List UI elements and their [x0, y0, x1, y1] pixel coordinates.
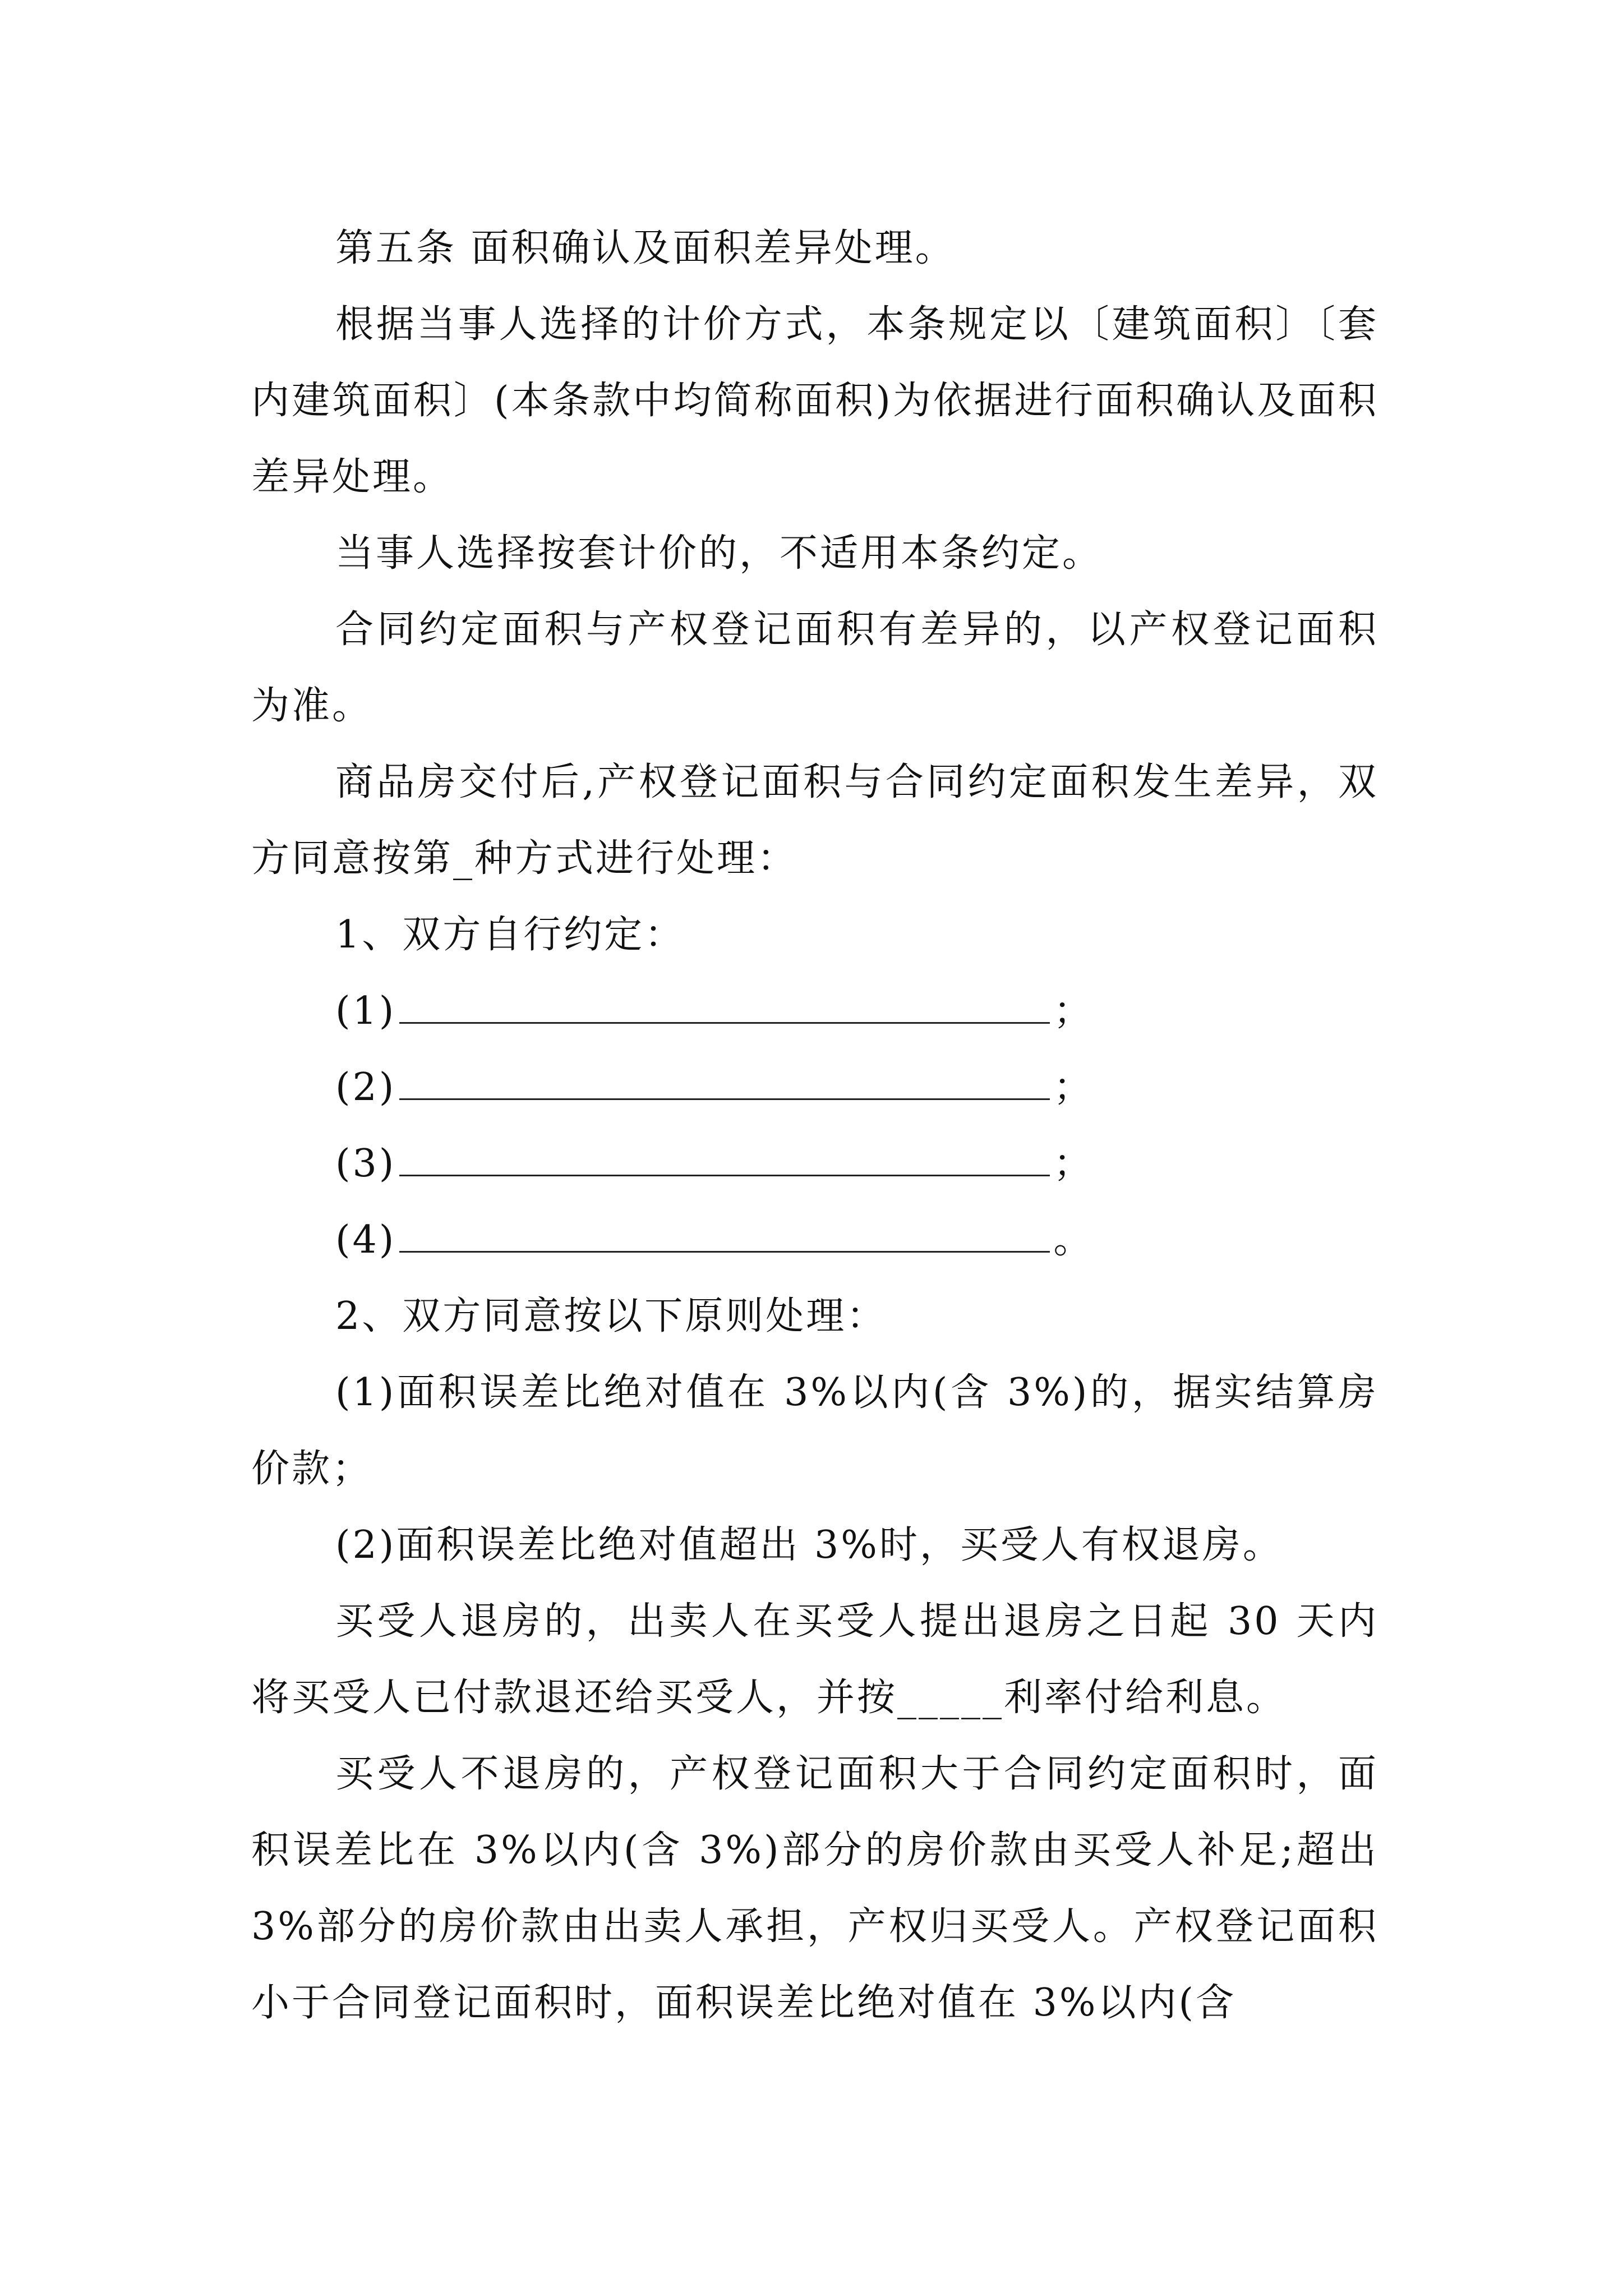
clause-2-heading: 2、双方同意按以下原则处理： — [335, 1294, 887, 1338]
paragraph-refund: 买受人退房的，出卖人在买受人提出退房之日起 30 天内将买受人已付款退还给买受人，并按_____利率付给利息。 — [251, 1599, 1378, 1720]
fill-in-blank[interactable] — [399, 1175, 1050, 1176]
paragraph-per-unit: 当事人选择按套计价的，不适用本条约定。 — [335, 531, 1103, 576]
fill-in-number: (4) — [335, 1218, 396, 1262]
fill-in-number: (3) — [335, 1142, 396, 1186]
fill-in-line — [251, 1202, 1378, 1278]
fill-in-blank[interactable] — [399, 1251, 1050, 1253]
fill-in-punctuation: ； — [1053, 989, 1094, 1033]
fill-in-punctuation: 。 — [1053, 1218, 1094, 1262]
fill-in-punctuation: ； — [1053, 1142, 1094, 1186]
fill-in-number: (2) — [335, 1065, 396, 1110]
clause-2-item-2: (2)面积误差比绝对值超出 3%时，买受人有权退房。 — [335, 1523, 1283, 1567]
paragraph-no-refund: 买受人不退房的，产权登记面积大于合同约定面积时，面积误差比在 3%以内(含 3%)部分的房价款由买受人补足;超出 3%部分的房价款由出卖人承担，产权归买受人。产权登记面积小于合同登记面积时，面积误差比绝对值在 3%以内(含 — [251, 1752, 1378, 2025]
paragraph-registered-area: 合同约定面积与产权登记面积有差异的，以产权登记面积为准。 — [251, 608, 1378, 728]
fill-in-punctuation: ； — [1053, 1065, 1094, 1110]
fill-in-blank[interactable] — [399, 1022, 1050, 1024]
fill-in-line — [251, 1126, 1378, 1202]
fill-in-blank[interactable] — [399, 1098, 1050, 1100]
fill-in-number: (1) — [335, 989, 396, 1033]
clause-2-item-1: (1)面积误差比绝对值在 3%以内(含 3%)的，据实结算房价款； — [251, 1370, 1378, 1491]
paragraph-after-delivery: 商品房交付后,产权登记面积与合同约定面积发生差异，双方同意按第_种方式进行处理： — [251, 760, 1378, 881]
document-body — [251, 210, 1378, 2041]
fill-in-line — [251, 973, 1378, 1050]
fill-in-line — [251, 1050, 1378, 1126]
paragraph-pricing-basis: 根据当事人选择的计价方式，本条规定以〔建筑面积〕〔套内建筑面积〕(本条款中均简称面积)为依据进行面积确认及面积差异处理。 — [251, 302, 1378, 499]
article-heading: 第五条 面积确认及面积差异处理。 — [335, 226, 956, 270]
clause-1-heading: 1、双方自行约定： — [335, 913, 685, 957]
